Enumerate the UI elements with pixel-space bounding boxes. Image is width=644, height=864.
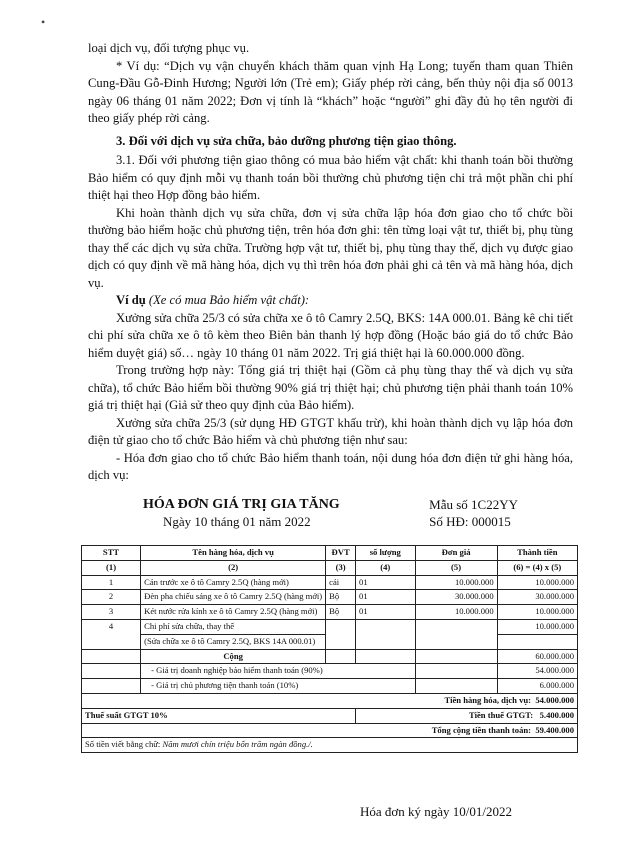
amount-in-words-row [82, 738, 578, 753]
paragraph-insurer-invoice: - Hóa đơn giao cho tổ chức Bảo hiểm thanh toán, nội dung hóa đơn điện tử ghi hàng hóa, dịch vụ: [88, 450, 573, 482]
example-label-bold: Ví dụ [116, 293, 146, 307]
row-qty: 01 [356, 590, 415, 605]
insurer-value: 54.000.000 [497, 664, 577, 679]
row-unit: Bộ [326, 590, 356, 605]
row-price: 10.000.000 [415, 605, 497, 620]
insurer-row [82, 664, 578, 679]
invoice-number: Số HĐ: 000015 [429, 513, 511, 529]
table-header-row [82, 546, 578, 561]
total-row [82, 649, 578, 664]
col-header-name: Tên hàng hóa, dịch vụ [141, 546, 326, 561]
owner-empty [415, 679, 497, 694]
insurer-label: - Giá trị doanh nghiệp bảo hiểm thanh toán (90%) [141, 664, 415, 679]
repair-note: (Sửa chữa xe ô tô Camry 2.5Q, BKS 14A 000.01) [141, 634, 326, 649]
invoice-title: HÓA ĐƠN GIÁ TRỊ GIA TĂNG [143, 496, 340, 512]
repair-note-amount [497, 634, 577, 649]
owner-value: 6.000.000 [497, 679, 577, 694]
insurer-empty [415, 664, 497, 679]
words-value: Năm mươi chín triệu bốn trăm ngàn đồng./. [160, 739, 313, 750]
total-empty-1 [326, 649, 356, 664]
row-amount: 30.000.000 [497, 590, 577, 605]
invoice-table [81, 545, 578, 753]
index-1: (1) [82, 560, 141, 575]
total-stt [82, 649, 141, 664]
row-unit: cái [326, 575, 356, 590]
row-name: Chi phí sửa chữa, thay thế [141, 619, 326, 634]
paragraph-case: Trong trường hợp này: Tổng giá trị thiệt hại (Gồm cả phụ tùng thay thế và dịch vụ sửa chữa), tổ chức Bảo hiểm bồi thường 90% giá trị thiệt hại; chủ phương tiện phải thanh toán 10% giá trị thiệt hại (Giả sử theo quy định của Bảo hiểm). [88, 363, 573, 412]
paragraph-repair: Khi hoàn thành dịch vụ sửa chữa, đơn vị sửa chữa lập hóa đơn giao cho tổ chức bồi thường bảo hiểm hoặc chủ phương tiện, trên hóa đơn ghi: tên từng loại vật tư, thiết bị, phụ tùng thay thế các dịch vụ sửa chữa. Trường hợp vật tư, thiết bị, phụ tùng thay thế, dịch vụ được giao dịch có quy định về mã hàng hóa, dịch vụ thì trên hóa đơn phải ghi cả tên và mã hàng hóa, dịch vụ. [88, 205, 573, 290]
example-paragraph: * Ví dụ: “Dịch vụ vận chuyển khách thăm quan vịnh Hạ Long; tuyến tham quan Thiên Cung-Đầu Gỗ-Đinh Hương; Người lớn (Trẻ em); Giấy phép rời cảng, bến thủy nội địa số 0013 ngày 06 tháng 01 năm 2022; Đơn vị tính là “khách” hoặc “người” ghi đầy đủ họ tên người đi theo giấy phép rời cảng. [88, 58, 573, 125]
row-unit: Bộ [326, 605, 356, 620]
index-6: (6) = (4) x (5) [497, 560, 577, 575]
total-empty-2 [356, 649, 415, 664]
row-stt: 1 [82, 575, 141, 590]
vat-row [82, 708, 578, 723]
total-value: 60.000.000 [497, 649, 577, 664]
corner-mark: • [41, 15, 46, 29]
owner-label: - Giá trị chủ phương tiện thanh toán (10%) [141, 679, 415, 694]
document-body [88, 40, 573, 530]
paragraph-1: loại dịch vụ, đối tượng phục vụ. [88, 41, 250, 55]
index-3: (3) [326, 560, 356, 575]
row-amount: 10.000.000 [497, 619, 577, 634]
row-stt: 3 [82, 605, 141, 620]
invoice-header [88, 496, 573, 530]
goods-total-row [82, 693, 578, 708]
invoice-meta [429, 496, 573, 530]
table-row [82, 605, 578, 620]
example-label-italic: (Xe có mua Bảo hiểm vật chất): [145, 293, 310, 307]
owner-row [82, 679, 578, 694]
row-unit [326, 619, 356, 649]
row-stt: 4 [82, 619, 141, 649]
example-label [88, 292, 573, 310]
row-stt: 2 [82, 590, 141, 605]
col-header-amount: Thành tiền [497, 546, 577, 561]
row-qty: 01 [356, 575, 415, 590]
signed-date: Hóa đơn ký ngày 10/01/2022 [360, 804, 513, 819]
row-qty: 01 [356, 605, 415, 620]
col-header-price: Đơn giá [415, 546, 497, 561]
paragraph-invoice-issue: Xưởng sửa chữa 25/3 (sử dụng HĐ GTGT khấu trừ), khi hoàn thành dịch vụ lập hóa đơn điện tử giao cho tổ chức Bảo hiểm và chủ phương tiện như sau: [88, 415, 573, 447]
invoice-date: Ngày 10 tháng 01 năm 2022 [163, 513, 311, 529]
row-price [415, 619, 497, 649]
total-empty-3 [415, 649, 497, 664]
index-5: (5) [415, 560, 497, 575]
table-index-row [82, 560, 578, 575]
goods-total-label: Tiền hàng hóa, dịch vụ: [444, 694, 532, 705]
col-header-stt: STT [82, 546, 141, 561]
row-name: Cản trước xe ô tô Camry 2.5Q (hàng mới) [141, 575, 326, 590]
col-header-unit: ĐVT [326, 546, 356, 561]
row-amount: 10.000.000 [497, 605, 577, 620]
col-header-qty: số lượng [356, 546, 415, 561]
row-price: 30.000.000 [415, 590, 497, 605]
row-qty [356, 619, 415, 649]
paragraph-workshop: Xưởng sửa chữa 25/3 có sửa chữa xe ô tô Camry 2.5Q, BKS: 14A 000.01. Bảng kê chi tiết chi phí sửa chữa xe ô tô kèm theo Biên bản thanh lý hợp đồng (Hoặc báo giá do tổ chức Bảo hiểm duyệt giá) số… ngày 10 tháng 01 năm 2022. Trị giá thiệt hại là 60.000.000 đồng. [88, 310, 573, 360]
paragraph-3-1: 3.1. Đối với phương tiện giao thông có mua bảo hiểm vật chất: khi thanh toán bồi thường Bảo hiểm có quy định mỗi vụ thanh toán bồi thường chủ phương tiện chi trả một phần chi phí thiệt hại theo Hợp đồng bảo hiểm. [88, 153, 573, 202]
amount-in-words [82, 738, 578, 753]
vat-label: Tiền thuế GTGT: [469, 709, 534, 720]
table-row [82, 575, 578, 590]
invoice-form-number: Mẫu số 1C22YY [429, 496, 518, 512]
insurer-stt [82, 664, 141, 679]
row-amount: 10.000.000 [497, 575, 577, 590]
goods-total-value: 54.000.000 [535, 694, 574, 705]
index-4: (4) [356, 560, 415, 575]
index-2: (2) [141, 560, 326, 575]
grand-total [82, 723, 578, 738]
invoice-title-block [88, 496, 340, 530]
grand-total-row [82, 723, 578, 738]
words-label: Số tiền viết bằng chữ: [85, 739, 161, 750]
grand-total-value: 59.400.000 [535, 724, 574, 735]
vat-amount [356, 708, 578, 723]
total-label: Cộng [141, 649, 326, 664]
table-row [82, 619, 578, 634]
grand-total-label: Tổng cộng tiền thanh toán: [431, 724, 532, 735]
goods-total [82, 693, 578, 708]
vat-value: 5.400.000 [539, 709, 574, 720]
row-price: 10.000.000 [415, 575, 497, 590]
table-row [82, 590, 578, 605]
row-name: Két nước rửa kính xe ô tô Camry 2.5Q (hàng mới) [141, 605, 326, 620]
row-name: Đèn pha chiếu sáng xe ô tô Camry 2.5Q (hàng mới) [141, 590, 326, 605]
owner-stt [82, 679, 141, 694]
vat-rate: Thuế suất GTGT 10% [82, 708, 356, 723]
section-heading: 3. Đối với dịch vụ sửa chữa, bảo dưỡng phương tiện giao thông. [116, 133, 457, 148]
